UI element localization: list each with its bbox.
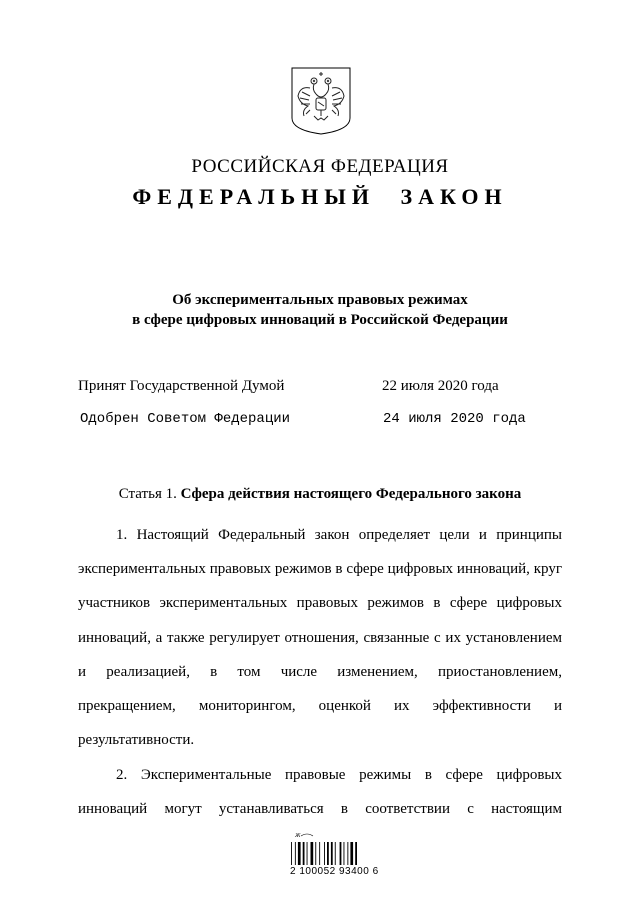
law-title-line-2: в сфере цифровых инноваций в Российской Федерации — [132, 312, 508, 328]
article-number: Статья 1. — [118, 486, 177, 502]
duma-adoption-label: Принят Государственной Думой — [78, 378, 285, 394]
council-approval-date: 24 июля 2020 года — [383, 411, 526, 427]
article-heading — [0, 486, 640, 503]
russian-coat-of-arms-icon — [290, 66, 352, 136]
document-type: ФЕДЕРАЛЬНЫЙ ЗАКОН — [132, 184, 508, 209]
country-name: РОССИЙСКАЯ ФЕДЕРАЦИЯ — [191, 156, 449, 177]
barcode-number: 2 100052 93400 6 — [290, 866, 379, 877]
svg-text:Ж: Ж — [295, 833, 301, 839]
article-paragraph-2: 2. Экспериментальные правовые режимы в сфере цифровых инноваций могут устанавливаться в соответствии с настоящим — [78, 767, 562, 818]
article-paragraph-1: 1. Настоящий Федеральный закон определяет цели и принципы экспериментальных правовых режимов в сфере цифровых инноваций, круг участников экспериментальных правовых режимов в сфере цифровых инноваций, а также регулирует отношения, связанные с их установлением и реализацией, в том числе изменением, приостановлением, прекращением, мониторингом, оценкой их эффективности и результативности. — [78, 527, 562, 749]
article-title: Сфера действия настоящего Федерального закона — [180, 486, 522, 502]
council-approval-label: Одобрен Советом Федерации — [80, 411, 291, 427]
law-title — [0, 290, 640, 330]
duma-adoption-date: 22 июля 2020 года — [382, 378, 499, 394]
law-title-line-1: Об экспериментальных правовых режимах — [172, 292, 468, 308]
